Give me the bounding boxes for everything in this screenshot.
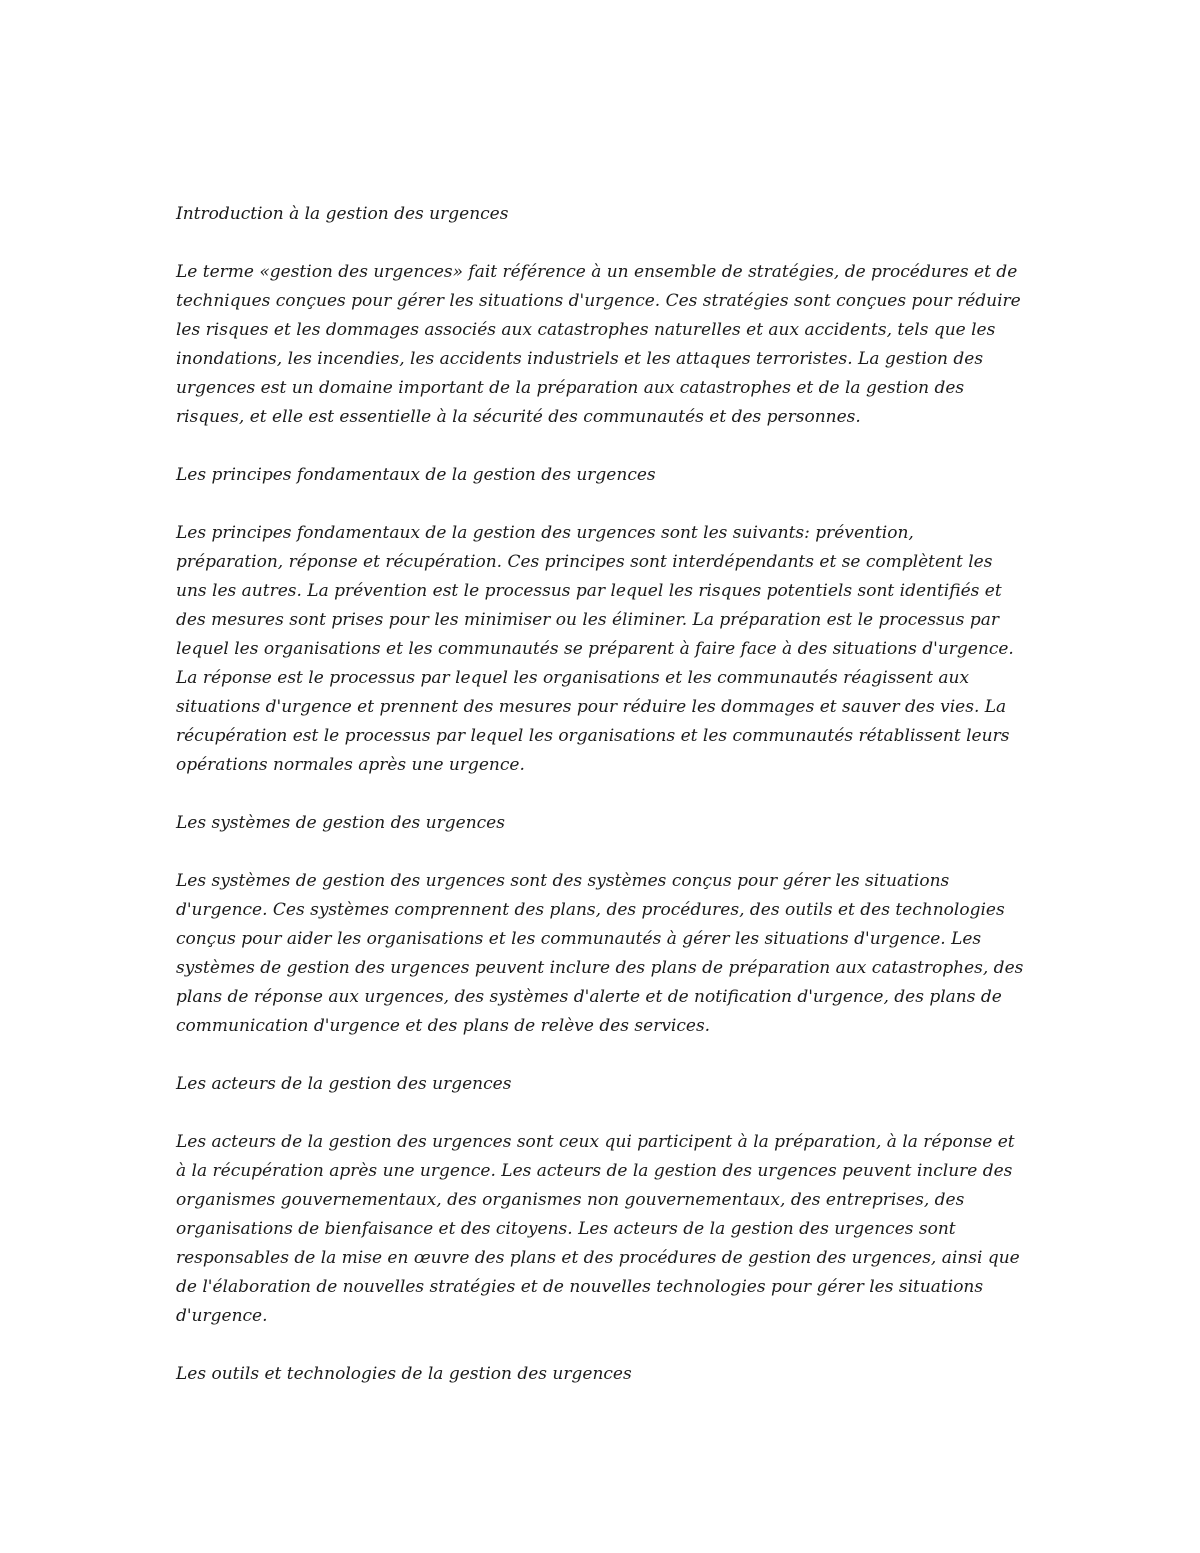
section-heading-introduction: Introduction à la gestion des urgences (176, 204, 509, 224)
section-paragraph-systemes: Les systèmes de gestion des urgences sont des systèmes conçus pour gérer les situations d'urgence. Ces systèmes comprennent des plans, des procédures, des outils et des technologies conçus pour aider les organisations et les communautés à gérer les situations d'urgence. Les systèmes de gestion des urgences peuvent inclure des plans de préparation aux catastrophes, des plans de réponse aux urgences, des systèmes d'alerte et de notification d'urgence, des plans de communication d'urgence et des plans de relève des services. (176, 871, 1024, 1036)
section-paragraph-principes: Les principes fondamentaux de la gestion des urgences sont les suivants: prévention, préparation, réponse et récupération. Ces principes sont interdépendants et se complètent les uns les autres. La prévention est le processus par lequel les risques potentiels sont identifiés et des mesures sont prises pour les minimiser ou les éliminer. La préparation est le processus par lequel les organisations et les communautés se préparent à faire face à des situations d'urgence. La réponse est le processus par lequel les organisations et les communautés réagissent aux situations d'urgence et prennent des mesures pour réduire les dommages et sauver des vies. La récupération est le processus par lequel les organisations et les communautés rétablissent leurs opérations normales après une urgence. (176, 523, 1014, 775)
section-paragraph-acteurs: Les acteurs de la gestion des urgences sont ceux qui participent à la préparation, à la réponse et à la récupération après une urgence. Les acteurs de la gestion des urgences peuvent inclure des organismes gouvernementaux, des organismes non gouvernementaux, des entreprises, des organisations de bienfaisance et des citoyens. Les acteurs de la gestion des urgences sont responsables de la mise en œuvre des plans et des procédures de gestion des urgences, ainsi que de l'élaboration de nouvelles stratégies et de nouvelles technologies pour gérer les situations d'urgence. (176, 1132, 1020, 1326)
section-heading-outils: Les outils et technologies de la gestion des urgences (176, 1364, 632, 1384)
section-paragraph-introduction: Le terme «gestion des urgences» fait référence à un ensemble de stratégies, de procédures et de techniques conçues pour gérer les situations d'urgence. Ces stratégies sont conçues pour réduire les risques et les dommages associés aux catastrophes naturelles et aux accidents, tels que les inondations, les incendies, les accidents industriels et les attaques terroristes. La gestion des urgences est un domaine important de la préparation aux catastrophes et de la gestion des risques, et elle est essentielle à la sécurité des communautés et des personnes. (176, 262, 1021, 427)
document-page (176, 200, 1026, 1418)
section-heading-systemes: Les systèmes de gestion des urgences (176, 813, 505, 833)
section-heading-principes: Les principes fondamentaux de la gestion des urgences (176, 465, 656, 485)
section-heading-acteurs: Les acteurs de la gestion des urgences (176, 1074, 512, 1094)
